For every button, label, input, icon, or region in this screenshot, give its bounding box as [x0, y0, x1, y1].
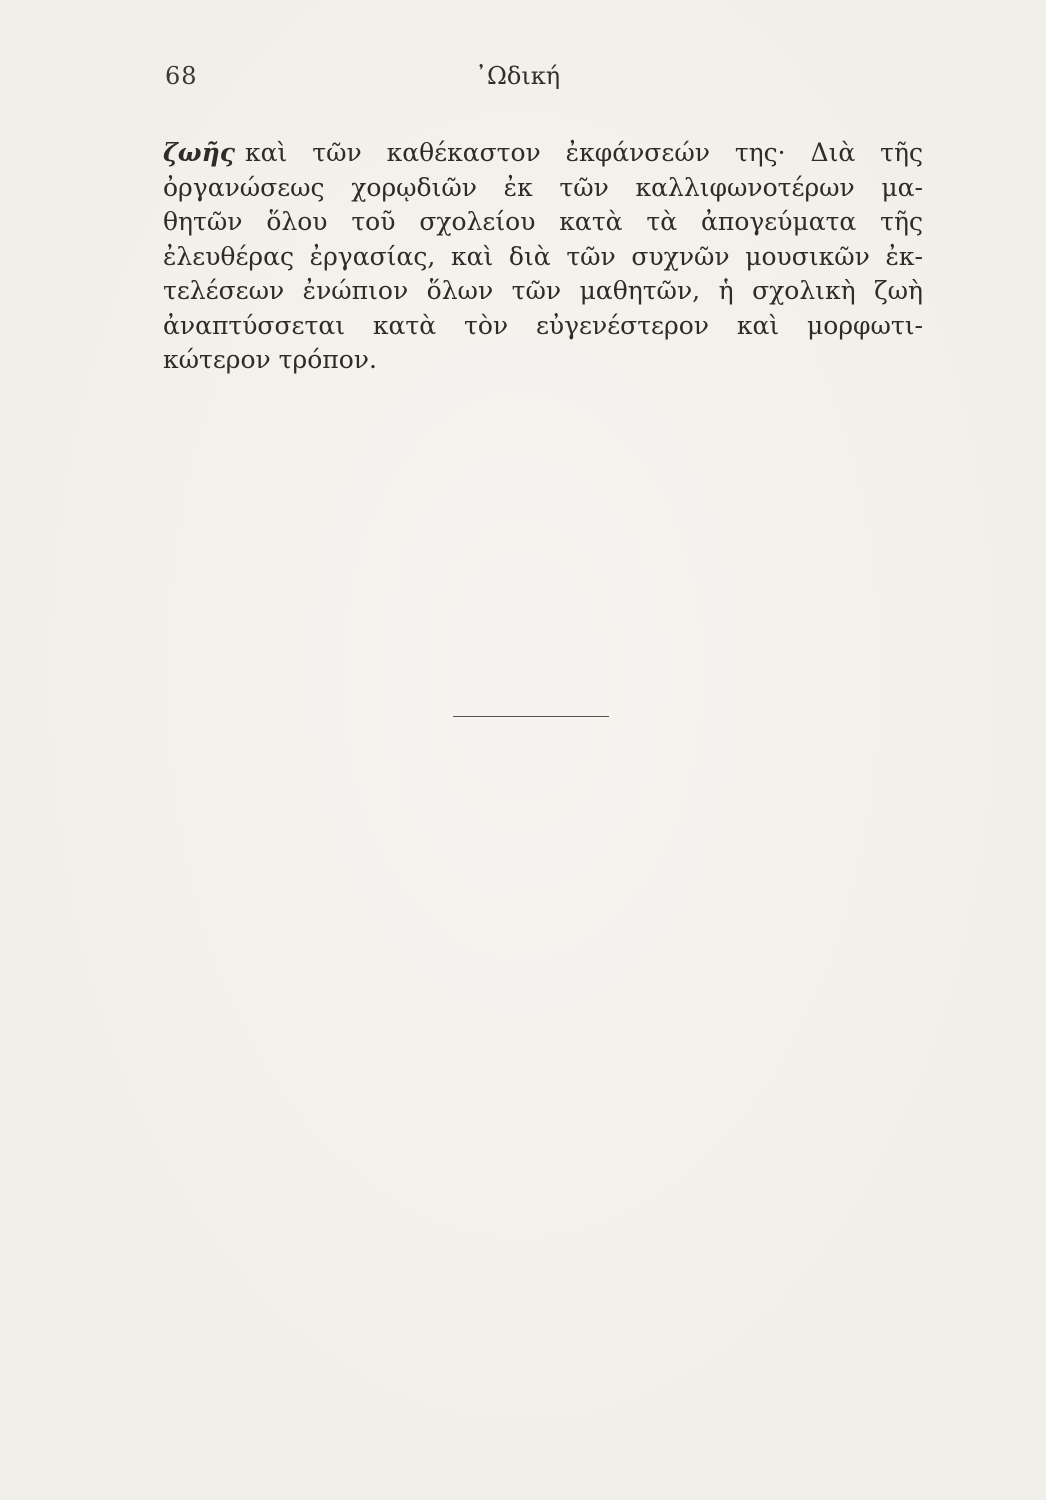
text-line-5: τελέσεων ἐνώπιον ὅλων τῶν μαθητῶν, ἡ σχολικὴ ζωὴ — [163, 276, 923, 305]
text-line-2: ὀργανώσεως χορῳδιῶν ἐκ τῶν καλλιφωνοτέρων μα- — [163, 172, 923, 202]
section-divider — [453, 716, 609, 717]
text-line-1 — [163, 136, 923, 171]
text-line-6: ἀναπτύσσεται κατὰ τὸν εὐγενέστερον καὶ μορφωτι- — [163, 310, 923, 340]
body-paragraph — [163, 136, 923, 378]
lead-word: ζωῆς — [163, 138, 236, 167]
page-header — [165, 62, 925, 102]
text-line-1-rest: καὶ τῶν καθέκαστον ἐκφάνσεών της· Διὰ τῆς — [245, 138, 923, 167]
text-line-7: κώτερον τρόπον. — [163, 345, 377, 374]
text-line-3: θητῶν ὅλου τοῦ σχολείου κατὰ τὰ ἀπογεύματα τῆς — [163, 207, 923, 236]
page-number: 68 — [165, 62, 198, 90]
text-line-4: ἐλευθέρας ἐργασίας, καὶ διὰ τῶν συχνῶν μουσικῶν ἐκ- — [163, 241, 923, 271]
running-title: ᾿Ωδική — [475, 62, 561, 90]
